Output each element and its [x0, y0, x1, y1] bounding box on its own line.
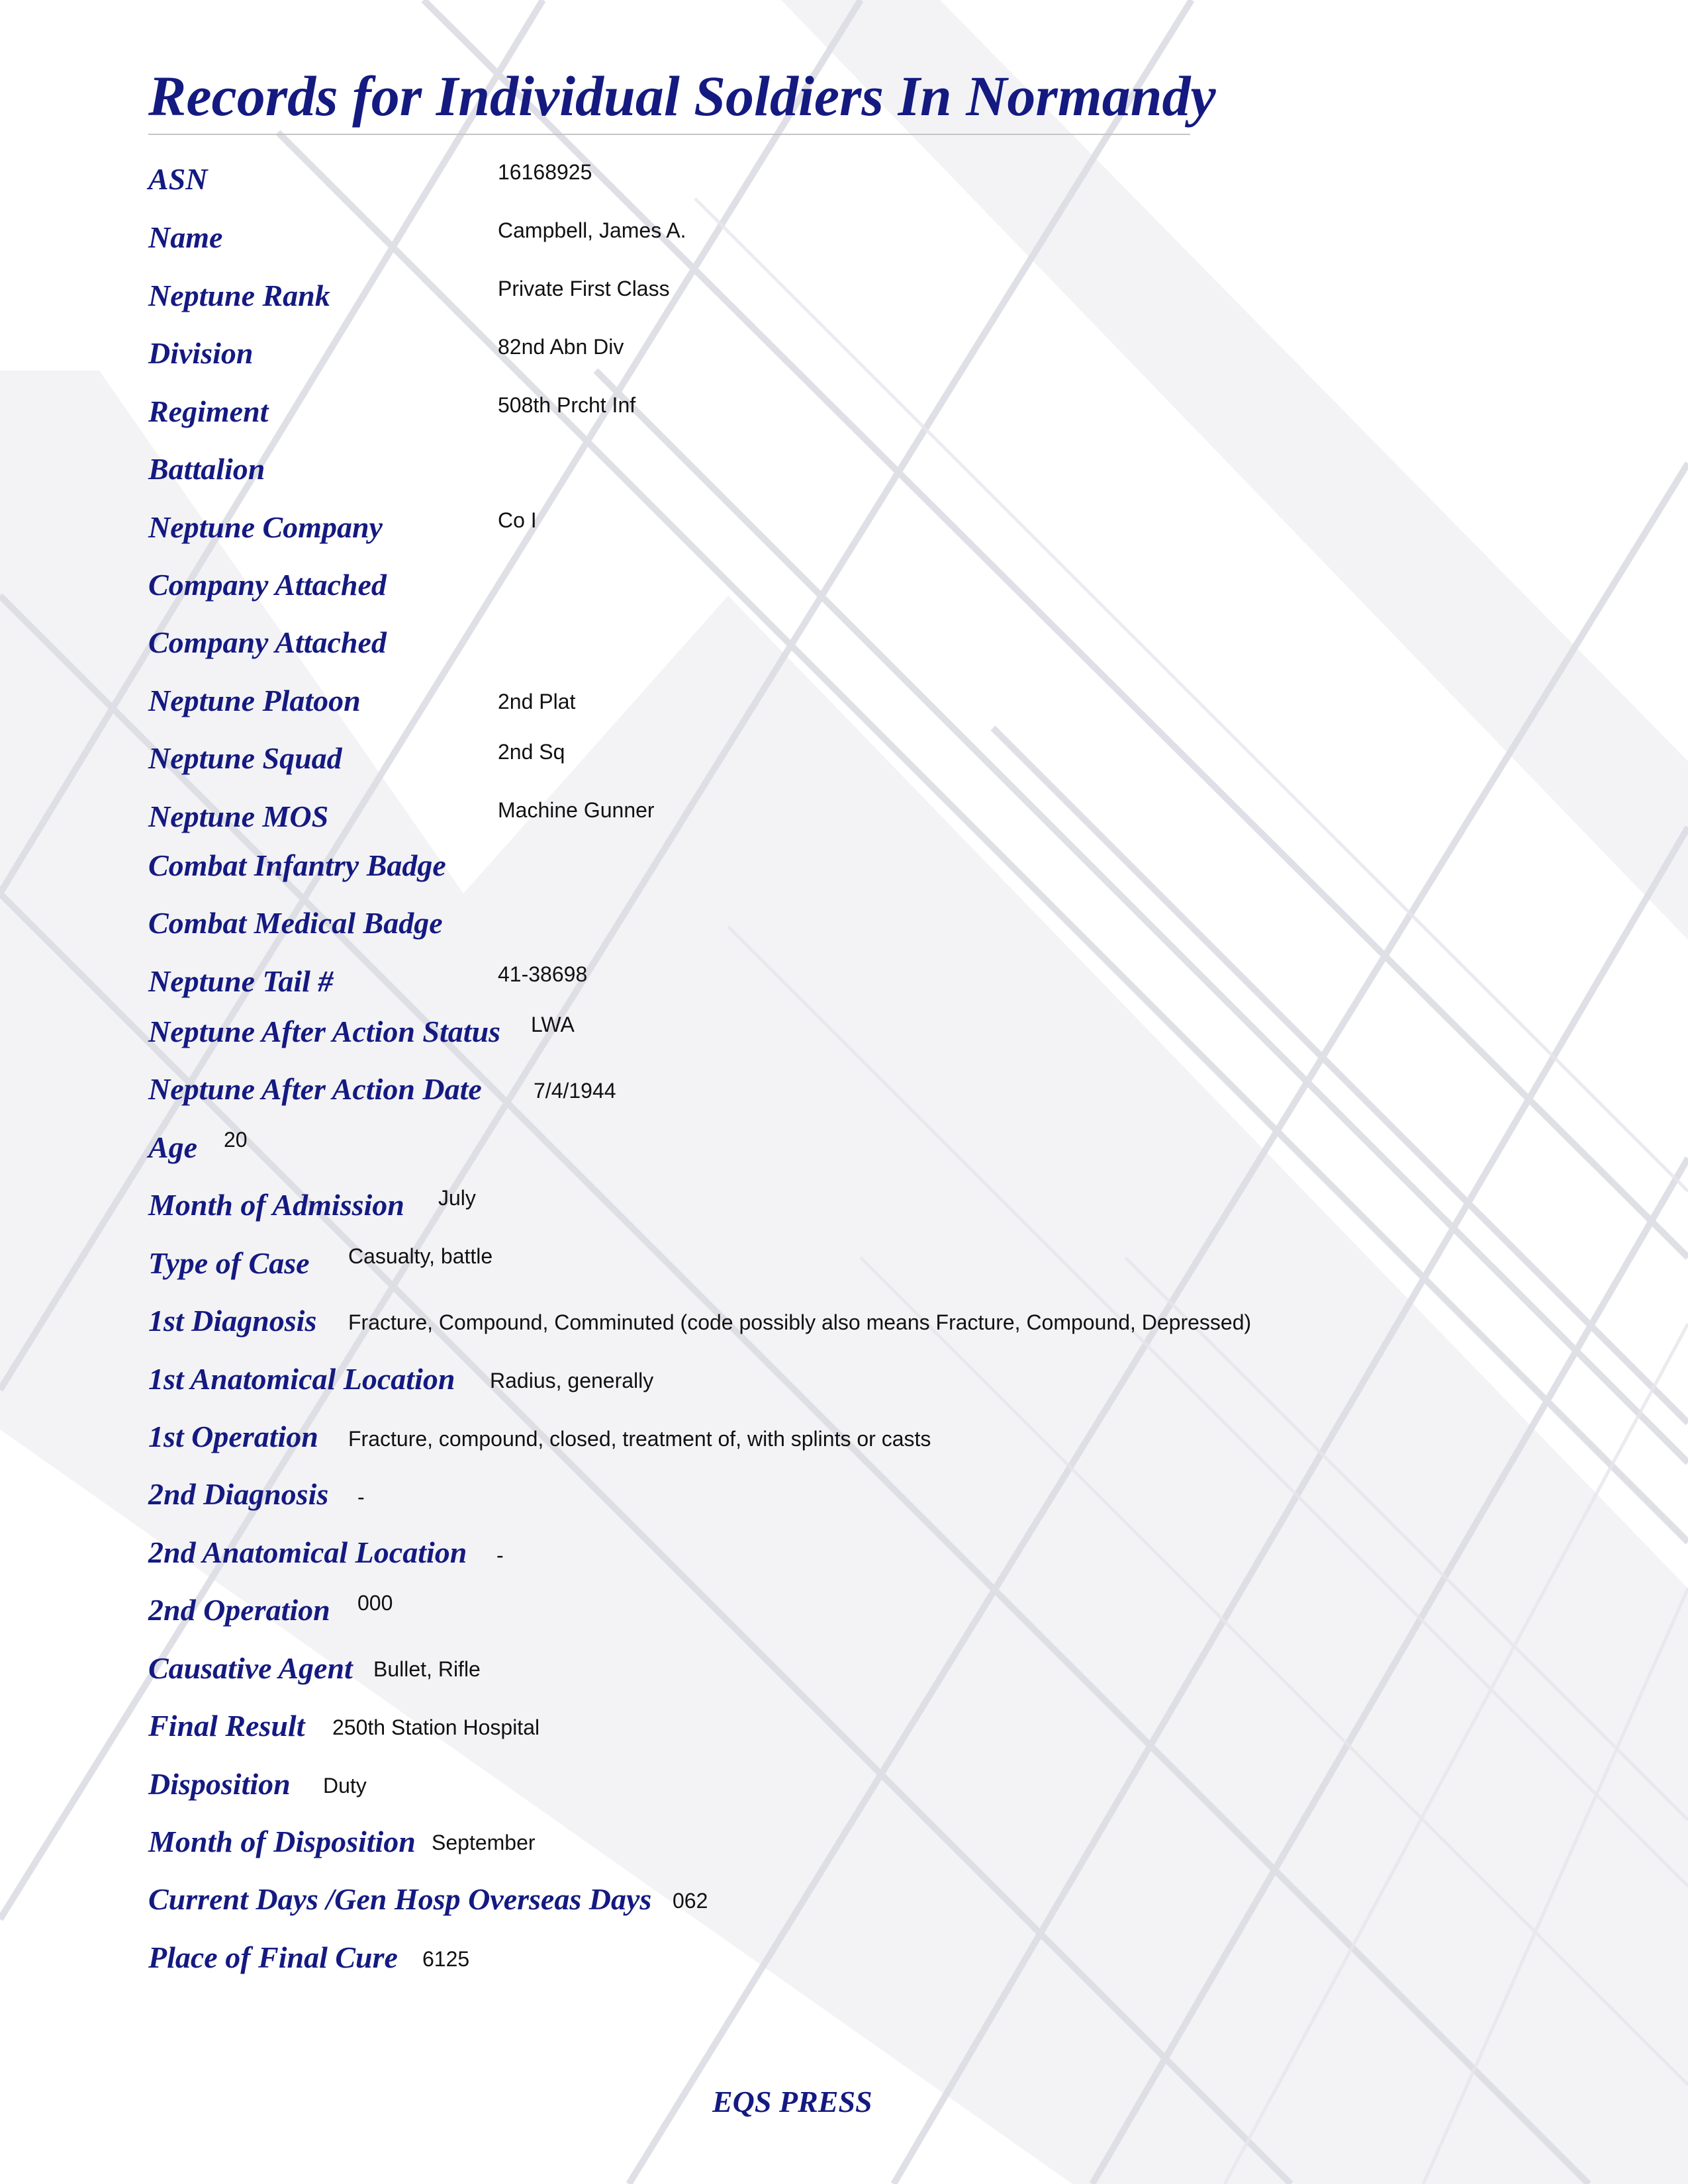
field-label: 1st Operation	[148, 1420, 318, 1453]
field-label: Neptune Squad	[148, 741, 342, 775]
field-label: Causative Agent	[148, 1651, 353, 1685]
field-label: 2nd Anatomical Location	[148, 1535, 467, 1569]
field-label: Month of Disposition	[148, 1825, 416, 1858]
field-value: Fracture, Compound, Comminuted (code possibly also means Fracture, Compound, Depressed)	[348, 1310, 1252, 1334]
field-value: 508th Prcht Inf	[498, 393, 636, 417]
field-value: 2nd Plat	[498, 690, 576, 713]
field-label: Neptune Platoon	[148, 684, 361, 717]
field-label: Division	[148, 336, 254, 370]
page-title: Records for Individual Soldiers In Normandy	[148, 64, 1216, 128]
field-value: Bullet, Rifle	[373, 1657, 481, 1681]
field-label: Neptune MOS	[148, 799, 329, 833]
field-label: 2nd Diagnosis	[148, 1477, 329, 1511]
title-divider	[148, 134, 1190, 135]
field-value: 7/4/1944	[534, 1079, 616, 1103]
field-label: Regiment	[148, 394, 269, 428]
field-label: Name	[148, 220, 223, 254]
field-value: 20	[224, 1128, 248, 1152]
field-value: LWA	[531, 1013, 575, 1036]
field-value: Campbell, James A.	[498, 218, 686, 242]
field-label: Neptune Company	[148, 510, 383, 544]
field-value: 6125	[422, 1947, 470, 1971]
field-value: 000	[357, 1591, 393, 1615]
field-value: Private First Class	[498, 277, 670, 300]
field-label: Battalion	[148, 452, 265, 486]
field-value: 16168925	[498, 160, 592, 184]
field-label: Neptune Rank	[148, 279, 330, 312]
field-value: Co I	[498, 508, 537, 532]
field-value: September	[432, 1831, 536, 1854]
field-label: Company Attached	[148, 568, 387, 602]
field-label: Neptune After Action Date	[148, 1072, 482, 1106]
field-label: Place of Final Cure	[148, 1940, 398, 1974]
field-label: Company Attached	[148, 625, 387, 659]
field-label: Month of Admission	[148, 1188, 404, 1222]
field-label: Current Days /Gen Hosp Overseas Days	[148, 1882, 652, 1916]
field-value: July	[438, 1186, 476, 1210]
field-label: Final Result	[148, 1709, 305, 1743]
field-value: 2nd Sq	[498, 740, 565, 764]
field-value: Machine Gunner	[498, 798, 655, 822]
field-value: -	[357, 1485, 365, 1509]
field-label: Neptune Tail #	[148, 964, 334, 998]
field-label: 1st Anatomical Location	[148, 1362, 455, 1396]
field-label: Combat Medical Badge	[148, 906, 443, 940]
field-value: Casualty, battle	[348, 1244, 493, 1268]
field-label: Type of Case	[148, 1246, 310, 1280]
field-label: ASN	[148, 162, 208, 196]
field-label: Neptune After Action Status	[148, 1015, 501, 1048]
field-value: Duty	[323, 1774, 367, 1797]
field-label: Age	[148, 1130, 198, 1164]
field-value: Fracture, compound, closed, treatment of, with splints or casts	[348, 1427, 931, 1451]
field-value: -	[496, 1543, 504, 1567]
field-value: 250th Station Hospital	[332, 1715, 540, 1739]
field-label: 2nd Operation	[148, 1593, 330, 1627]
field-label: 1st Diagnosis	[148, 1304, 317, 1338]
publisher-footer: EQS PRESS	[712, 2085, 872, 2118]
field-label: Disposition	[148, 1767, 291, 1801]
field-label: Combat Infantry Badge	[148, 848, 446, 882]
field-value: Radius, generally	[490, 1369, 654, 1392]
field-value: 062	[673, 1889, 708, 1913]
field-value: 82nd Abn Div	[498, 335, 624, 359]
field-value: 41-38698	[498, 962, 588, 986]
